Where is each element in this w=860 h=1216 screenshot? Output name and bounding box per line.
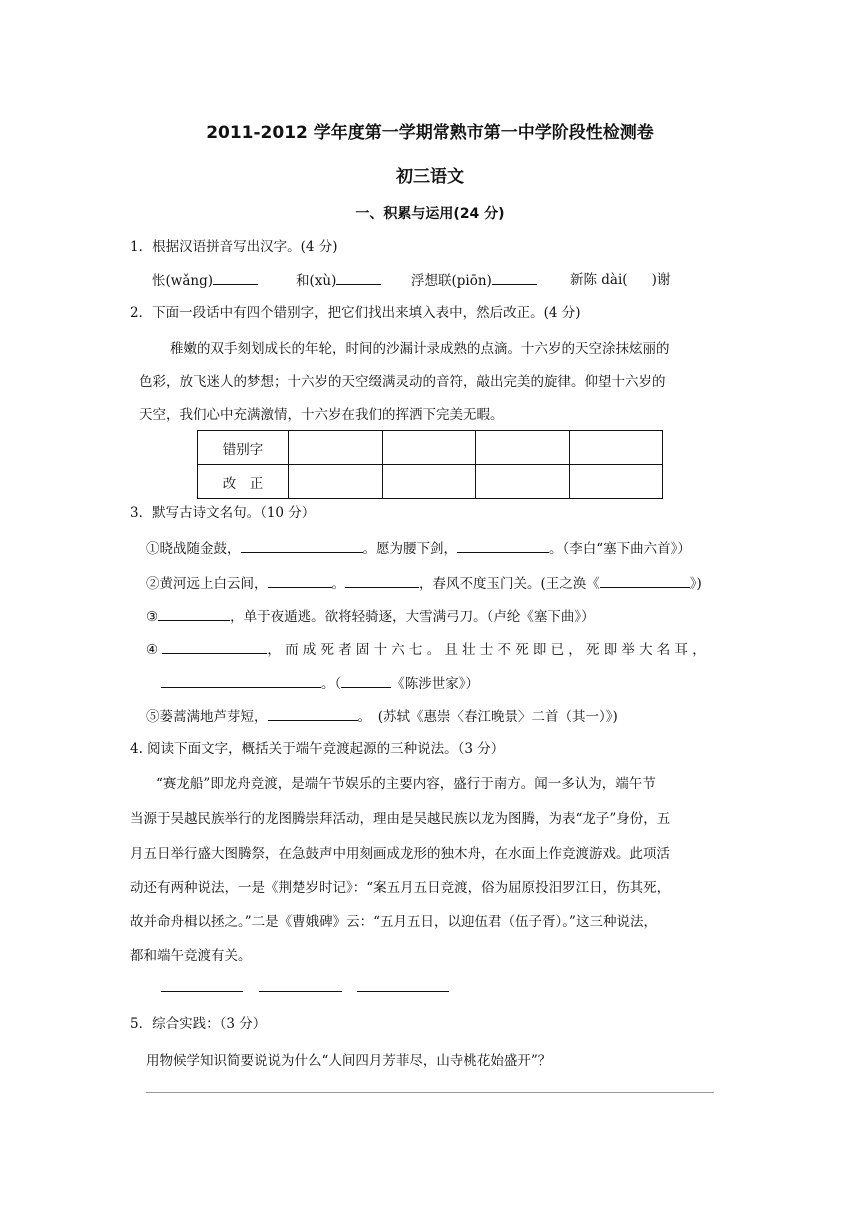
q4-passage-line-2: 当源于吴越民族举行的龙图腾崇拜活动，理由是吴越民族以龙为图腾，为表“龙子”身份，五 xyxy=(130,811,671,827)
subject-title: 初三语文 xyxy=(396,167,464,187)
q3-line-6 xyxy=(146,707,618,726)
answer-cell[interactable] xyxy=(570,431,663,465)
q4-passage-line-4: 动还有两种说法，一是《荆楚岁时记》：“案五月五日竞渡，俗为屈原投汨罗江日，伤其死， xyxy=(130,880,671,896)
q3-line-4-text-a: ④ xyxy=(146,642,159,658)
answer-cell[interactable] xyxy=(476,465,570,499)
q1-item-2 xyxy=(296,271,381,290)
q3-line-3 xyxy=(146,607,595,626)
q3-blank[interactable] xyxy=(600,574,690,588)
q1-blank-3[interactable] xyxy=(492,271,537,285)
q3-stem: 3．默写古诗文名句。（10 分） xyxy=(130,505,316,521)
q3-line-2-text-a: ②黄河远上白云间， xyxy=(146,576,268,592)
table-header-cell: 错别字 xyxy=(198,431,289,465)
q1-item-1 xyxy=(152,271,258,290)
q3-line-1-text-b: 。愿为腰下剑， xyxy=(362,541,457,557)
answer-cell[interactable] xyxy=(383,465,476,499)
q1-item-4-text: 新陈 dài( xyxy=(570,272,628,288)
q4-passage-line-3: 月五日举行盛大图腾祭，在急鼓声中用刻画成龙形的独木舟，在水面上作竞渡游戏。此项活 xyxy=(130,846,670,862)
q1-stem: 1．根据汉语拼音写出汉字。(4 分) xyxy=(130,239,338,255)
q4-answer-line-1[interactable] xyxy=(161,991,243,992)
q1-item-1-text: 怅(wǎng) xyxy=(152,273,213,289)
answer-cell[interactable] xyxy=(476,431,570,465)
q5-stem: 5．综合实践：（3 分） xyxy=(130,1016,267,1032)
q4-passage-line-6: 都和端午竞渡有关。 xyxy=(130,948,252,964)
q3-line-5 xyxy=(161,674,479,693)
exam-title: 2011-2012 学年度第一学期常熟市第一中学阶段性检测卷 xyxy=(206,123,654,143)
q3-blank[interactable] xyxy=(268,574,332,588)
q2-stem: 2．下面一段话中有四个错别字，把它们找出来填入表中，然后改正。(4 分) xyxy=(130,305,581,321)
q1-blank-1[interactable] xyxy=(213,271,258,285)
q1-item-4-tail: )谢 xyxy=(651,272,671,288)
q1-blank-2[interactable] xyxy=(336,271,381,285)
q3-line-4-text-b: ，而成死者固十六七。且壮士不死即已，死即举大名耳， xyxy=(267,642,710,658)
table-row xyxy=(198,431,663,465)
q3-line-1 xyxy=(146,539,691,558)
q3-line-2: ②黄河远上白云间， 。 ，春风不度玉门关。(王之涣《 》) xyxy=(146,576,702,592)
q1-item-3 xyxy=(411,271,537,290)
q3-line-4 xyxy=(146,640,710,659)
answer-cell[interactable] xyxy=(289,431,383,465)
q3-line-1-text-c: 。（李白“塞下曲六首》） xyxy=(549,541,691,557)
q3-line-6-text-a: ⑤蒌蒿满地芦芽短， xyxy=(146,709,268,725)
q3-line-5-text-b: 《陈涉世家》） xyxy=(391,676,479,692)
q3-line-6-text-b: 。 (苏轼《惠崇〈春江晚景〉二首（其一）》) xyxy=(357,709,618,725)
q3-blank[interactable] xyxy=(341,674,391,688)
table-row xyxy=(198,465,663,499)
q3-blank[interactable] xyxy=(268,707,358,721)
section-heading: 一、积累与运用(24 分) xyxy=(355,206,505,222)
q3-line-1-text-a: ①晓战随金鼓， xyxy=(146,541,241,557)
q3-blank[interactable] xyxy=(161,674,321,688)
q4-passage-line-1: “赛龙船”即龙舟竞渡，是端午节娱乐的主要内容，盛行于南方。闻一多认为，端午节 xyxy=(156,776,656,792)
q3-blank[interactable] xyxy=(241,539,363,553)
q2-passage-line-3: 天空，我们心中充满激情，十六岁在我们的挥洒下完美无暇。 xyxy=(139,407,504,423)
q3-blank[interactable] xyxy=(345,574,419,588)
q3-blank[interactable] xyxy=(162,640,267,654)
q4-stem: 4. 阅读下面文字，概括关于端午竞渡起源的三种说法。（3 分） xyxy=(130,741,505,757)
q3-blank[interactable] xyxy=(158,607,230,621)
q1-item-4 xyxy=(570,271,670,289)
q3-line-2-text-b: ，春风不度玉门关。(王之涣《 xyxy=(419,576,600,592)
q3-line-5-text-a: 。（ xyxy=(321,676,342,692)
q5-answer-line[interactable] xyxy=(146,1092,714,1093)
q5-question: 用物候学知识简要说说为什么“人间四月芳菲尽，山寺桃花始盛开”？ xyxy=(146,1053,552,1069)
q3-blank[interactable] xyxy=(457,539,549,553)
q1-item-3-text: 浮想联(piōn) xyxy=(411,273,492,289)
answer-cell[interactable] xyxy=(570,465,663,499)
q3-line-3-text-b: ，单于夜遁逃。欲将轻骑逐，大雪满弓刀。（卢纶《塞下曲》） xyxy=(230,609,595,625)
q2-passage-line-2: 色彩，放飞迷人的梦想；十六岁的天空缀满灵动的音符，敲出完美的旋律。仰望十六岁的 xyxy=(139,374,666,390)
answer-cell[interactable] xyxy=(289,465,383,499)
q2-passage-line-1: 稚嫩的双手刻划成长的年轮，时间的沙漏计录成熟的点滴。十六岁的天空涂抹炫丽的 xyxy=(170,341,670,357)
q3-line-3-text-a: ③ xyxy=(146,609,159,625)
error-table xyxy=(197,430,663,499)
q4-passage-line-5: 故并命舟楫以拯之。”二是《曹娥碑》云：“五月五日，以迎伍君（伍子胥）。”这三种说法， xyxy=(130,914,657,930)
q4-answer-line-2[interactable] xyxy=(259,991,342,992)
answer-cell[interactable] xyxy=(383,431,476,465)
q1-item-2-text: 和(xù) xyxy=(296,273,337,289)
table-header-cell: 改 正 xyxy=(198,465,289,499)
q4-answer-line-3[interactable] xyxy=(357,991,449,992)
q3-line-2-text-c: 》) xyxy=(689,576,702,592)
